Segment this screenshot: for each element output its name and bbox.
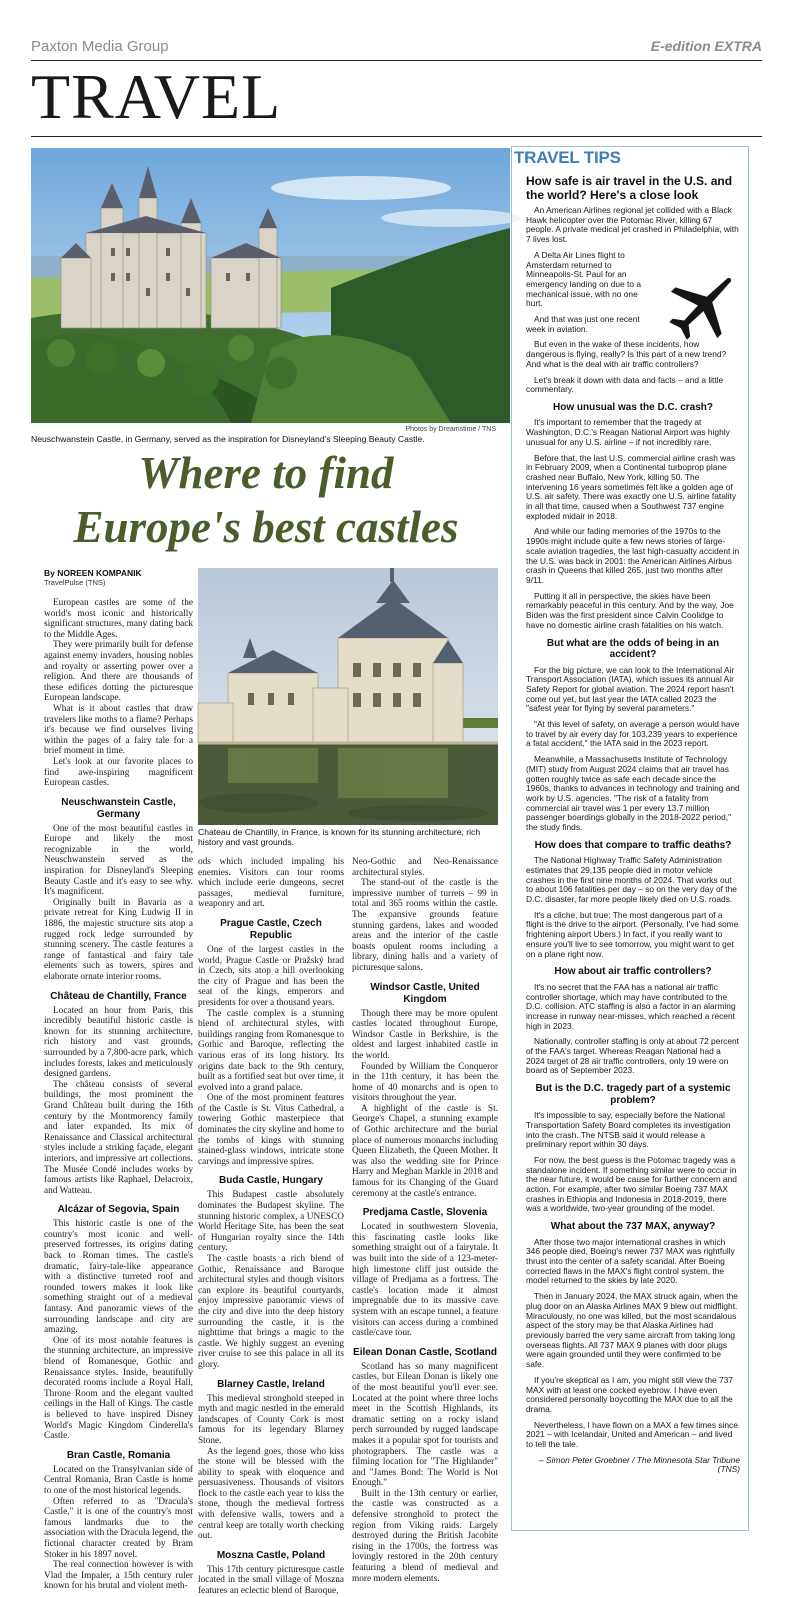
paragraph: But even in the wake of these incidents, how dangerous is flying, really? Is this part of a new trend? And what is the deal with air traffic controllers? [526,339,727,369]
paragraph: ods which included impaling his enemies. Visitors can tour rooms which include eerie dungeons, secret passages, medieval furniture, weaponry and art. [198,857,344,910]
subhead: But what are the odds of being in an accident? [546,637,720,661]
paragraph: Built in the 13th century or earlier, the castle was constructed as a defensive stronghold to protect the region from Viking raids. Largely destroyed during the British Jacobite rising in the 1700s, the fortress was lovingly restored in the 20th century featuring a blend of medieval and more modern elements. [352,1488,498,1584]
photo-chantilly [198,568,498,825]
paragraph: If you're skeptical as I am, you might still view the 737 MAX with at least one cocked eyebrow. I have even considered personally boycotting the MAX due to all the drama. [526,1374,733,1414]
travel-tips-headline: How safe is air travel in the U.S. and the world? Here's a close look [526,174,733,202]
subhead: How unusual was the D.C. crash? [552,401,714,413]
paragraph: One of the most beautiful castles in Europe and likely the most recognizable in the world, Neuschwanstein served as the inspiration for Disneyland's Sleeping Beauty Castle and it's easy to see why. It's magnificent. [44,823,193,898]
paragraph: As the legend goes, those who kiss the stone will be blessed with the ability to speak with eloquence and persuasiveness. Thousands of visitors flock to the castle each year to kiss the stone, though the medieval fortress with defensive walls, towers and a central keep are totally worth checking out. [198,1446,344,1542]
paragraph: Located on the Transylvanian side of Central Romania, Bran Castle is home to one of the most historical legends. [44,1464,193,1496]
paragraph: Nationally, controller staffing is only at about 72 percent of the FAA's target. Whereas Reagan National had a 2024 target of 28 air traffic controllers, only 19 were on board as of September 2023. [526,1036,739,1076]
byline-source: TravelPulse (TNS) [44,578,106,587]
brand-name: Paxton Media Group [31,38,169,55]
paragraph: For the big picture, we can look to the International Air Transport Association (IATA), which issues its annual Air Safety Report for global aviation. The 2024 report hasn't come out yet, but last year the IATA called 2023 the "safest year for flying by several parameters." [526,664,735,714]
paragraph: A highlight of the castle is St. George's Chapel, a stunning example of Gothic architecture and the burial place of numerous monarchs including Queen Elizabeth, the Queen Mother. It was also the wedding site for Prince Harry and Meghan Markle in 2018 and famous for its Changing of the Guard ceremony at the castle's entrance. [352,1103,498,1199]
subhead: Alcázar of Segovia, Spain [57,1204,180,1216]
airplane-icon [665,266,743,344]
subhead: Neuschwanstein Castle, Germany [61,796,176,820]
photo-credit: Photos by Dreamstime / TNS [405,426,496,433]
edition-label: E-edition EXTRA [650,38,762,54]
paragraph: Meanwhile, a Massachusetts Institute of Technology (MIT) study from August 2024 claims that air travel has gotten roughly twice as safe each decade since the 1960s, thanks to advances in technology and training and work by U.S. agencies. "The risk of a fatality from commercial air travel was 1 per every 13.7 million passenger boardings globally in the 2018-2022 period," the study finds. [526,754,740,833]
masthead-rule-bottom [31,136,762,137]
hero-photo-neuschwanstein [31,148,510,423]
paragraph: It's no secret that the FAA has a national air traffic controller shortage, which may have contributed to the D.C. collision. ATC staffing is also a factor in an alarming increase in runway near-misses, which reached a recent high in 2023. [526,981,736,1031]
paragraph: This 17th century picturesque castle located in the small village of Moszna features an eclectic blend of Baroque, [198,1564,344,1597]
castle-illustration [31,148,510,423]
paragraph: Nevertheless, I have flown on a MAX a few times since 2021 – with Icelandair, United and American – and lived to tell the tale. [526,1419,738,1450]
subhead: Prague Castle, Czech Republic [220,917,322,941]
headline-line-1: Where to find [138,448,394,498]
paragraph: It's a cliche, but true: The most dangerous part of a flight is the drive to the airport. (Personally, I've had some frightening airport Ubers.) In fact, if you really want to ensure you'll live to see tomorrow, you might want to get on a plane right now. [526,909,739,959]
paragraph: Often referred to as "Dracula's Castle," it is one of the country's most famous landmarks due to the association with the Dracula legend, the fictional character created by Bram Stoker in his 1897 novel. [44,1496,193,1560]
paragraph: And while our fading memories of the 1970s to the 1990s might include quite a few news stories of large-scale aviation tragedies, the last high-casualty accident in the U.S. was back in 2001: the American Airlines Airbus crash in Queens that killed 265, just two months after 9/11. [526,526,740,585]
paragraph: Originally built in Bavaria as a private retreat for King Ludwig II in 1886, the majestic structure sits atop a rugged rock ledge surrounded by stunning scenery. The castle features a range of fantastical and fairy tale elements such as towers, spires and elaborate ornate interior rooms. [44,897,193,982]
subhead: Moszna Castle, Poland [216,1549,326,1561]
article-column-2 [198,857,344,1597]
travel-tips-body [526,206,740,1481]
article-headline [31,446,501,554]
paragraph: It's impossible to say, especially before the National Transportation Safety Board completes its investigation into the crash. The NTSB said it would release a preliminary report within 30 days. [526,1110,731,1150]
paragraph: What is it about castles that draw travelers like moths to a flame? Perhaps it's because we find ourselves living within the pages of a fairy tale for a brief moment in time. [44,703,193,757]
paragraph: Putting it all in perspective, the skies have been remarkably peaceful in this century. And by the way, Joe Biden was the first president since Calvin Coolidge to have no domestic airline crash fatalities on his watch. [526,590,734,630]
paragraph: Then in January 2024, the MAX struck again, when the plug door on an Alaska Airlines MAX 9 blew out midflight. Miraculously, no one was killed, but the most scandalous aspect of the story may be that Alaska Airlines had previously barred the very same aircraft from taking long overseas flights. All 737 MAX 9 planes with door plugs were again grounded until they were confirmed to be safe. [526,1291,738,1370]
subhead: Eilean Donan Castle, Scotland [353,1346,497,1358]
subhead: Buda Castle, Hungary [219,1175,323,1187]
paragraph: And that was just one recent week in aviation. [526,314,640,334]
article-column-1 [44,598,193,1592]
subhead: But is the D.C. tragedy part of a systemic problem? [535,1083,731,1106]
subhead: How does that compare to traffic deaths? [534,839,732,851]
paragraph: Though there may be more opulent castles located throughout Europe, Windsor Castle in Berkshire, is the oldest and largest inhabited castle in the world. [352,1008,498,1061]
paragraph: The castle complex is a stunning blend of architectural styles, with buildings ranging from Romanesque to Gothic and Baroque, reflecting the various eras of its long history. Its origins date back to the 9th century, built as a fortified seat but over time, it evolved into a grand palace. [198,1008,344,1093]
subhead: Château de Chantilly, France [50,990,187,1002]
paragraph: Before that, the last U.S. commercial airline crash was in February 2009, when a Continental turboprop plane crashed near Buffalo, New York, killing 50. The intervening 16 years sometimes felt like a golden age of U.S. air safety. There was exactly one U.S. airline fatality in all that time, caused when a Southwest 737 engine exploded midair in 2018. [526,452,737,521]
paragraph: For now, the best guess is the Potomac tragedy was a standalone incident. If something similar were to occur in the near future, it would be cause for further concern and action. For example, after two similar Boeing 737 MAX crashes in Ethiopia and Indonesia in 2018-2019, there was a worldwide, two-year grounding of the model. [526,1154,737,1214]
paragraph: One of the largest castles in the world, Prague Castle or Pražský hrad in Czech, sits atop a hill overlooking the city of Prague and has been the seat of the kings, emperors and presidents for over a thousand years. [198,944,344,1008]
article-column-3 [352,857,498,1584]
paragraph: The château consists of several buildings, the most prominent the Grand Château built during the 16th century by the Montmorency family and later expanded. Its mix of Renaissance and Classical architectural styles include a striking façade, elegant interiors, and impressive art collections. The Musée Condé includes works by famous artists like Raphael, Delacroix, and Watteau. [44,1079,193,1196]
section-title: TRAVEL [31,61,282,132]
paragraph: Neo-Gothic and Neo-Renaissance architectural styles. [352,857,498,878]
paragraph: Let's look at our favorite places to find awe-inspiring magnificent European castles. [44,756,193,789]
subhead: How about air traffic controllers? [554,966,712,978]
paragraph: Founded by William the Conqueror in the 11th century, it has been the home of 40 monarchs and is open to visitors throughout the year. [352,1061,498,1104]
masthead [31,0,762,140]
travel-tips-label: TRAVEL TIPS [514,148,621,167]
paragraph: The castle boasts a rich blend of Gothic, Renaissance and Baroque architectural styles and though visitors can explore its beautiful courtyards, enjoy impressive panoramic views of the city and dive into the deep history surrounding the castle, it is the nighttime that brings a magic to the castle. We highly suggest an evening river cruise to see this palace in all its glory. [198,1254,344,1370]
paragraph: Let's break it down with data and facts – and a little commentary. [526,374,724,395]
paragraph: The stand-out of the castle is the impressive number of turrets – 99 in total and 365 rooms within the castle. The expansive grounds feature stunning gardens, lakes and wooded areas and the interior of the castle boasts opulent rooms including a library, dining halls and a variety of picturesque salons. [352,878,498,973]
subhead: Blarney Castle, Ireland [217,1378,325,1390]
paragraph: This historic castle is one of the country's most iconic and well-preserved fortresses, its origins dating back to Roman times. The castle's dramatic, fairy-tale-like appearance with a distinctive turreted roof and rounded towers makes it look like something straight out of a medieval fantasy. And panoramic views of the surrounding landscape and city are amazing. [44,1219,193,1336]
paragraph: After those two major international crashes in which 346 people died, Boeing's newer 737 MAX was rightfully thrust into the center of a safety scandal. After Boeing corrected flaws in the MAX's flight control system, the model returned to the skies by late 2020. [526,1236,735,1286]
paragraph: They were primarily built for defense against enemy invaders, housing nobles and royalty or asserting power over a religion. And there are thousands of these edifices dotting the picturesque European landscape. [44,640,193,704]
subhead: Bran Castle, Romania [66,1449,171,1461]
paragraph: Located in southwestern Slovenia, this fascinating castle looks like something straight out of a fairytale. It was built into the side of a 123-meter-high limestone cliff just outside the village of Predjama as a fortress. The castle's location made it almost impregnable due to its massive cave system with an escape tunnel, a feature visitors can access during a combined castle/cave tour. [352,1222,498,1339]
paragraph: "At this level of safety, on average a person would have to travel by air every day for 103,239 years to experience a fatal accident," the IATA said in the 2023 report. [526,719,740,749]
paragraph: This Budapest castle absolutely dominates the Budapest skyline. The stunning historic complex, a UNESCO World Heritage Site, has been the seat of Hungarian royalty since the 14th century. [198,1190,344,1254]
subhead: Predjama Castle, Slovenia [362,1207,488,1219]
paragraph: This medieval stronghold steeped in myth and magic nestled in the emerald landscapes of County Cork is most famous for its legendary Blarney Stone. [198,1393,344,1446]
headline-line-2: Europe's best castles [73,502,459,552]
paragraph: The National Highway Traffic Safety Administration estimates that 29,135 people died in motor vehicle crashes in the first nine months of 2024. That works out to about 106 fatalities per day – so on the very day of the D.C. disaster, far more people likely died on U.S. roads. [526,855,737,905]
paragraph: An American Airlines regional jet collided with a Black Hawk helicopter over the Potomac River, killing 67 people. A private medical jet crashed in Philadelphia, with 7 lives lost. [526,205,739,245]
paragraph: European castles are some of the world's most iconic and historically significant structures, many dating back to the Middle Ages. [44,598,193,640]
paragraph: The real connection however is with Vlad the Impaler, a 15th century ruler known for his brutal and violent meth- [44,1560,193,1592]
hero-caption: Neuschwanstein Castle, in Germany, served as the inspiration for Disneyland's Sleeping Beauty Castle. [31,434,425,444]
subhead: What about the 737 MAX, anyway? [550,1221,716,1233]
paragraph: It's important to remember that the tragedy at Washington, D.C.'s Reagan National Airport was highly unusual for any U.S. airline – if not incredibly rare. [526,417,730,447]
paragraph: One of the most prominent features of the Castle is St. Vitus Cathedral, a towering Gothic masterpiece that dominates the city skyline and home to the tombs of kings with stunning stained-glass windows, intricate stone carvings and impressive spires. [198,1093,344,1167]
photo2-caption: Chateau de Chantilly, in France, is known for its stunning architecture, rich history and vast grounds. [198,827,481,847]
paragraph: A Delta Air Lines flight to Amsterdam returned to Minneapolis-St. Paul for an emergency landing on due to a mechanical issue, with no one hurt. [526,249,642,309]
chateau-illustration [198,568,498,825]
paragraph: One of its most notable features is the stunning architecture, an impressive blend of Romanesque, Gothic and Renaissance styles. Inside, beautifully decorated rooms include a Royal Hall, Throne Room and the elegant vaulted ceilings in the Hall of Kings. The castle is believed to have inspired Disney World's Magic Kingdom Cinderella's Castle. [44,1335,193,1442]
signature: – Simon Peter Groebner / The Minnesota Star Tribune (TNS) [539,1454,740,1475]
paragraph: Scotland has so many magnificent castles, but Eilean Donan is likely one of the most beautiful you'll ever see. Located at the point where three lochs meet in the Scottish Highlands, its dramatic setting on a rocky island perch surrounded by rugged landscape makes it a popular spot for tourists and photographers. The castle was a filming location for "The Highlander" and "James Bond: The World is Not Enough." [352,1361,498,1489]
paragraph: Located an hour from Paris, this incredibly beautiful historic castle is known for its stunning architecture, rich history and vast grounds, surrounded by a 7,800-acre park, which includes forests, lakes and meticulously designed gardens. [44,1005,193,1080]
subhead: Windsor Castle, United Kingdom [370,981,480,1005]
byline-author: By NOREEN KOMPANIK [44,568,142,578]
